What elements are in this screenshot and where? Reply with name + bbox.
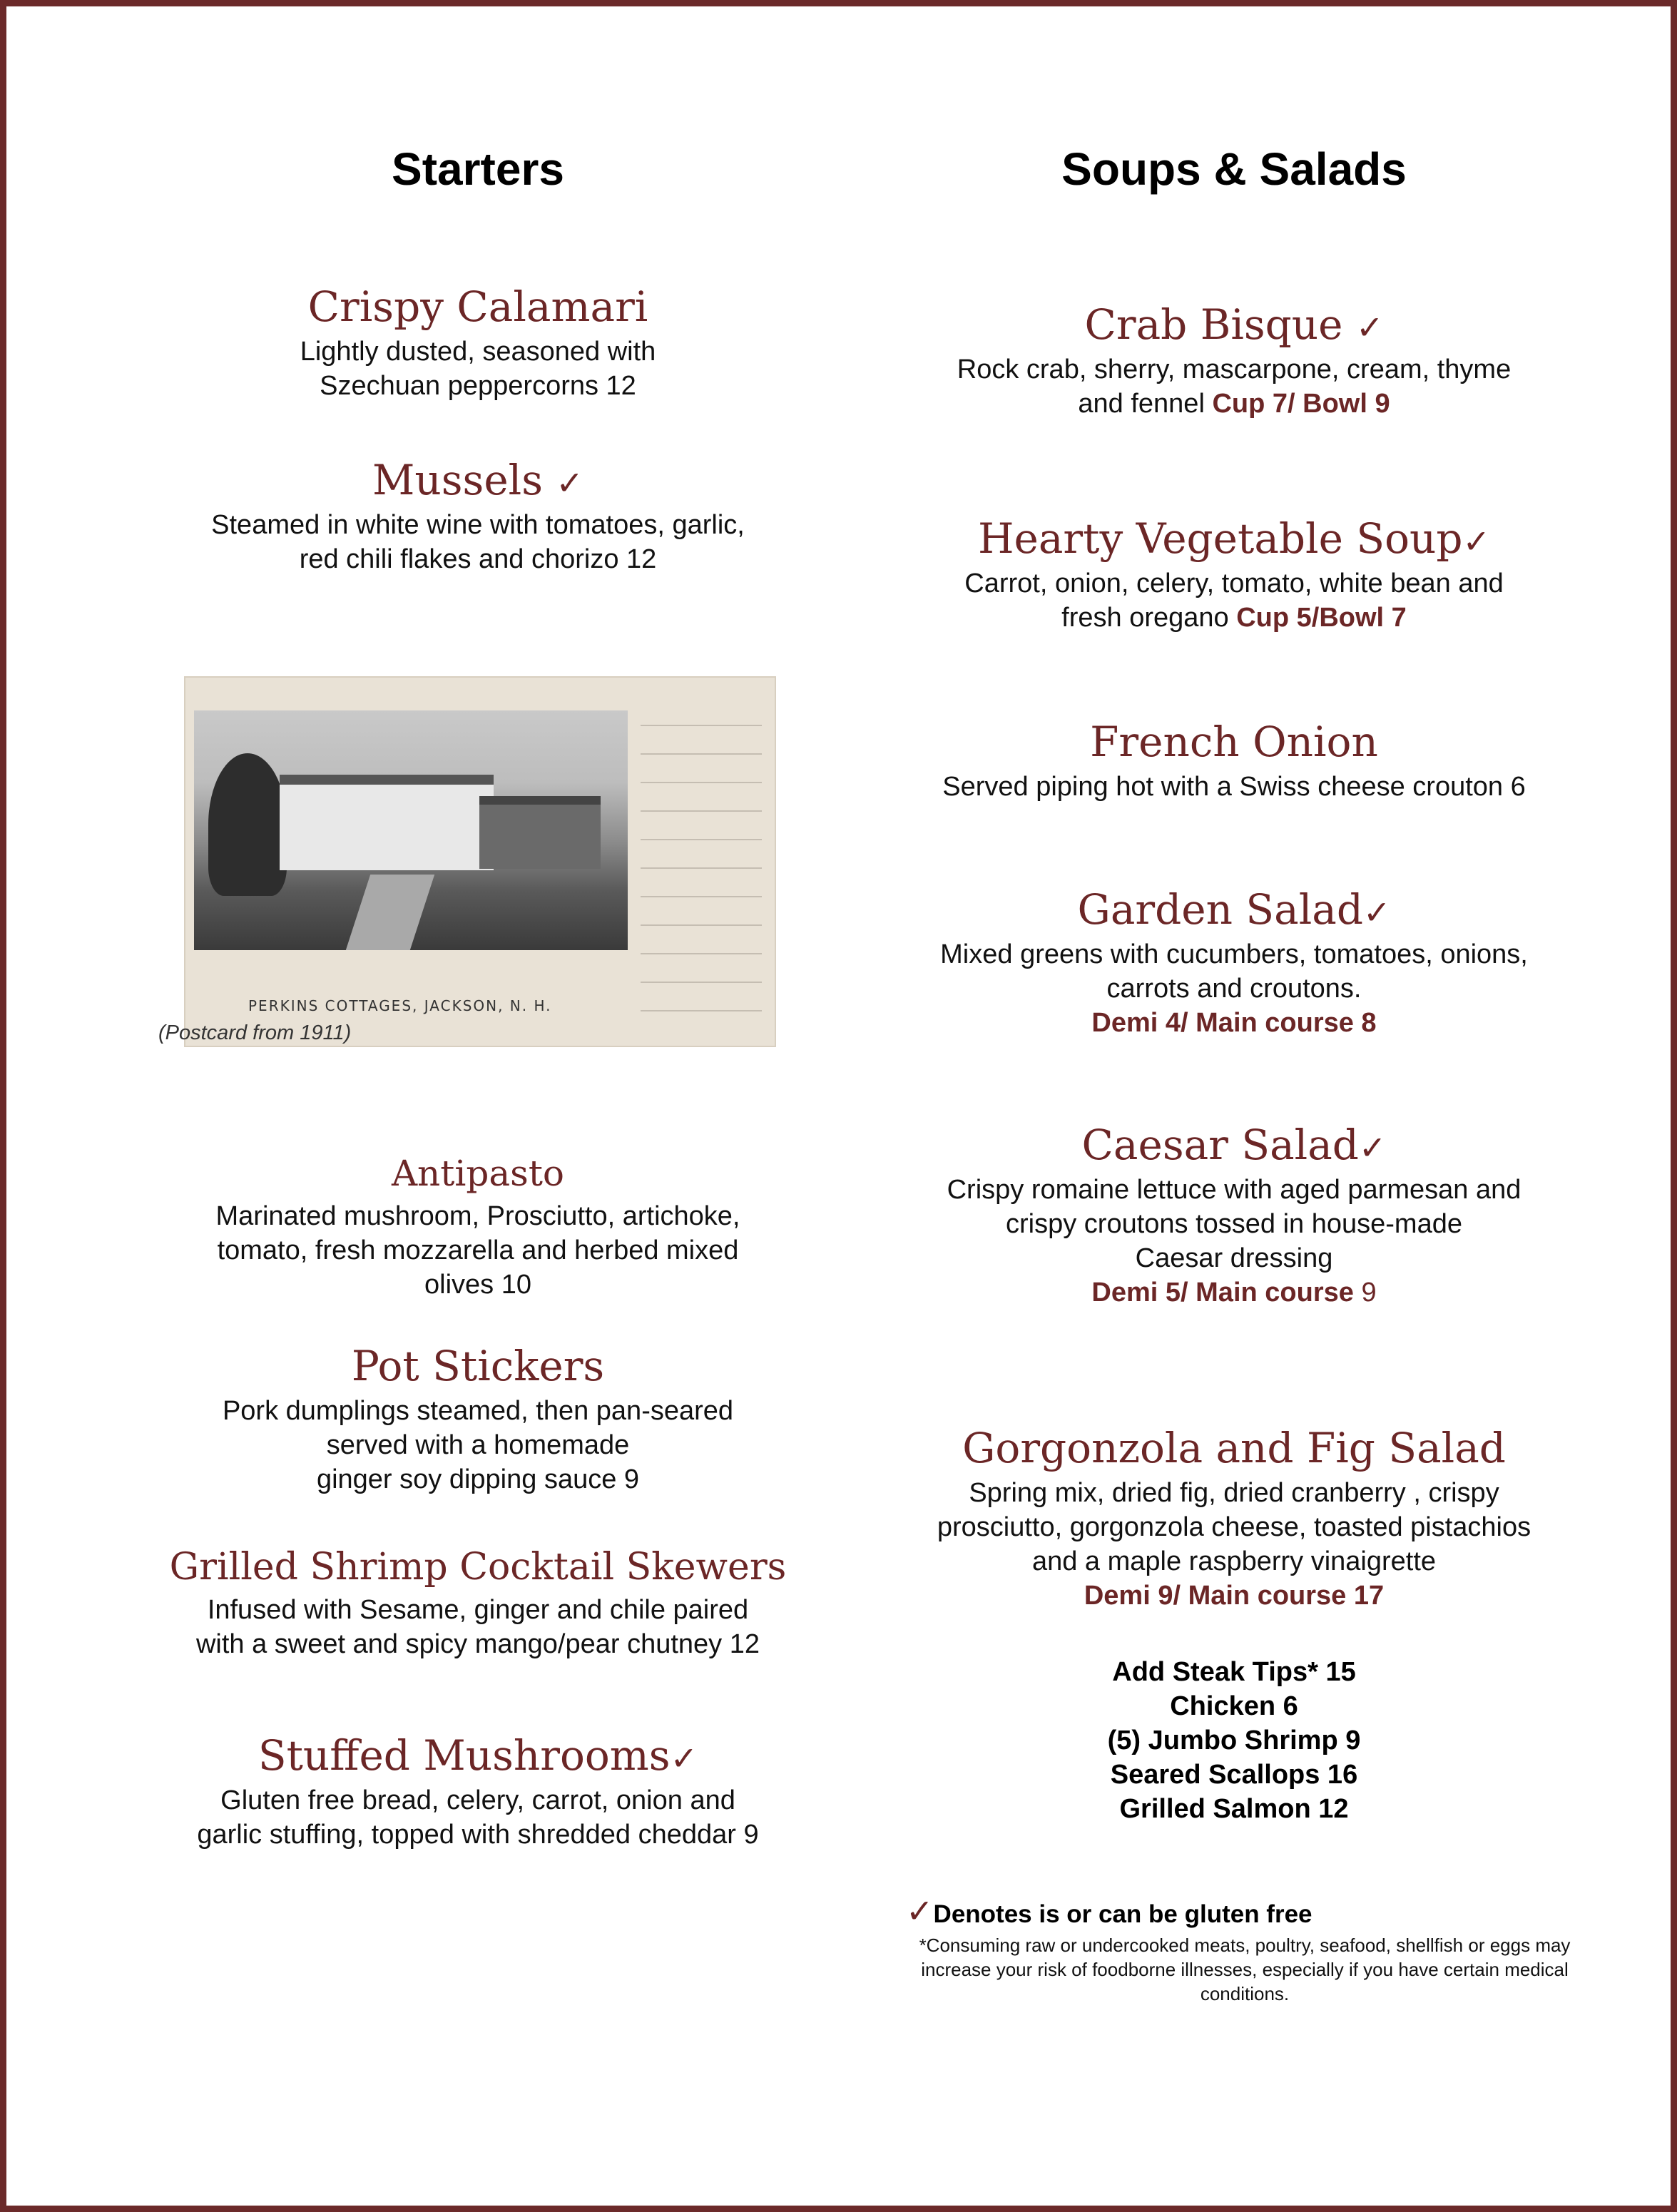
menu-item [143,1731,813,1852]
addon-item: Grilled Salmon 12 [1119,1794,1349,1824]
item-description: Carrot, onion, celery, tomato, white bean and fresh oregano Cup 5/Bowl 7 [964,569,1504,633]
menu-item [143,1148,813,1302]
gluten-free-check-icon: ✓ [1362,893,1391,932]
item-price: Demi 9/ Main course 17 [1084,1581,1385,1611]
barn-shape [479,796,601,869]
item-description: Served piping hot with a Swiss cheese crouton 6 [942,772,1526,802]
postcard-image [184,676,776,1047]
item-name: French Onion [1090,718,1378,766]
item-price: Cup 7/ Bowl 9 [1212,389,1390,419]
addon-item: (5) Jumbo Shrimp 9 [1107,1726,1361,1755]
addon-item: Add Steak Tips* 15 [1112,1657,1356,1687]
gluten-free-check-icon: ✓ [1358,1128,1387,1167]
addon-item: Seared Scallops 16 [1110,1760,1358,1790]
item-description: Rock crab, sherry, mascarpone, cream, thyme and fennel Cup 7/ Bowl 9 [957,355,1512,419]
menu-item [863,300,1605,421]
gluten-free-check-icon: ✓ [1462,522,1491,561]
item-description: Pork dumplings steamed, then pan-seared served with a homemade ginger soy dipping sauce 9 [222,1396,734,1494]
item-price: Cup 5/Bowl 7 [1236,603,1407,633]
postcard-caption: PERKINS COTTAGES, JACKSON, N. H. [248,997,552,1014]
item-name: Antipasto [391,1153,565,1194]
item-description: Mixed greens with cucumbers, tomatoes, onions, carrots and croutons. Demi 4/ Main course 8 [940,939,1528,1038]
menu-item [143,1341,813,1497]
gluten-free-check-icon: ✓ [556,464,583,502]
gluten-free-legend [906,1892,1576,2006]
gluten-free-check-icon: ✓ [906,1892,934,1930]
item-description: Infused with Sesame, ginger and chile paired with a sweet and spicy mango/pear chutney 12 [195,1595,760,1659]
addon-item: Chicken 6 [1170,1691,1298,1721]
item-name: Hearty Vegetable Soup [977,514,1463,563]
item-name: Grilled Shrimp Cocktail Skewers [169,1546,787,1589]
soups-salads-column [863,0,1605,2212]
item-description: Gluten free bread, celery, carrot, onion and garlic stuffing, topped with shredded cheddar 9 [197,1785,759,1850]
item-name: Pot Stickers [351,1342,605,1390]
gluten-free-check-icon: ✓ [670,1739,698,1778]
handwriting-lines [641,698,762,1026]
item-name: Gorgonzola and Fig Salad [962,1424,1506,1472]
item-price: Demi 5/ Main course [1091,1278,1362,1308]
item-name: Crispy Calamari [307,282,648,331]
item-name: Caesar Salad [1081,1121,1359,1169]
consumption-disclaimer: *Consuming raw or undercooked meats, poultry, seafood, shellfish or eggs may increase your risk of foodborne illnesses, especially if you have certain medical conditions. [919,1935,1571,2004]
item-price-suffix: 9 [1361,1278,1377,1308]
menu-item [863,1423,1605,1613]
addons-list [863,1655,1605,1826]
postcard-note: (Postcard from 1911) [158,1021,352,1044]
path-shape [346,875,434,950]
item-description: Steamed in white wine with tomatoes, garlic, red chili flakes and chorizo 12 [211,510,745,574]
menu-item [863,1120,1605,1310]
item-name: Garden Salad [1077,885,1363,934]
postcard-photo [194,710,628,950]
soups-salads-title: Soups & Salads [1061,143,1407,195]
gluten-free-check-icon: ✓ [1355,308,1384,347]
item-name: Stuffed Mushrooms [258,1731,671,1780]
menu-item [143,282,813,403]
item-description: Crispy romaine lettuce with aged parmesan and crispy croutons tossed in house-made Caesar dressing Demi 5/ Main course 9 [947,1175,1521,1308]
starters-title: Starters [392,143,564,195]
menu-item [863,885,1605,1040]
item-name: Crab Bisque [1084,300,1356,349]
menu-item [863,514,1605,635]
legend-text: Denotes is or can be gluten free [933,1900,1312,1928]
item-price: Demi 4/ Main course 8 [1091,1008,1377,1038]
menu-item [143,1542,813,1661]
item-description: Lightly dusted, seasoned with Szechuan peppercorns 12 [300,337,656,401]
cottage-shape [280,775,494,870]
tree-shape [208,753,287,896]
menu-item [143,455,813,576]
item-description: Spring mix, dried fig, dried cranberry , crispy prosciutto, gorgonzola cheese, toasted pistachios and a maple raspberry vinaigrette Demi 9/ Main course 17 [937,1478,1531,1611]
item-description: Marinated mushroom, Prosciutto, artichoke, tomato, fresh mozzarella and herbed mixed olives 10 [215,1201,740,1300]
menu-item [863,717,1605,804]
item-name: Mussels [372,456,556,504]
starters-column [143,0,813,2212]
